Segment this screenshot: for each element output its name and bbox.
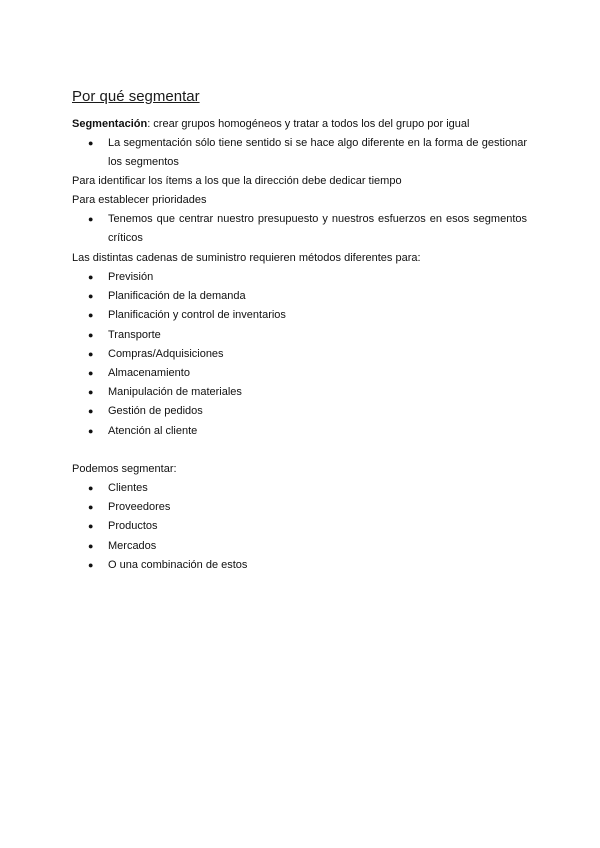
list-item-label: Gestión de pedidos bbox=[108, 405, 203, 418]
bullet-icon: ● bbox=[88, 368, 94, 378]
priority-bullet-text: Tenemos que centrar nuestro presupuesto y nuestros esfuerzos en esos segmentos críticos bbox=[108, 213, 527, 245]
list-item-label: O una combinación de estos bbox=[108, 558, 248, 571]
bullet-icon: ● bbox=[88, 329, 94, 340]
list-item-label: Planificación de la demanda bbox=[108, 290, 246, 303]
list-item-label: Compras/Adquisiciones bbox=[108, 347, 224, 360]
bullet-icon: ● bbox=[88, 521, 94, 532]
bullet-icon: ● bbox=[88, 387, 94, 398]
list-item-label: Planificación y control de inventarios bbox=[108, 309, 286, 322]
bullet-icon: ● bbox=[88, 310, 94, 321]
list-item-label: Mercados bbox=[108, 539, 157, 552]
list-item-label: Proveedores bbox=[108, 501, 171, 514]
list-item-label: Manipulación de materiales bbox=[108, 386, 242, 399]
bullet-icon: ● bbox=[88, 291, 94, 302]
bullet-icon: ● bbox=[88, 425, 94, 436]
bullet-icon: ● bbox=[88, 559, 94, 570]
list-item-label: Transporte bbox=[108, 328, 161, 341]
bullet-icon: ● bbox=[88, 483, 94, 493]
list-item-label: Almacenamiento bbox=[108, 367, 190, 379]
purpose-line-2: Para establecer prioridades bbox=[72, 194, 207, 206]
list-item-label: Clientes bbox=[108, 482, 148, 494]
definition-term: Segmentación bbox=[72, 118, 148, 130]
section-heading: Por qué segmentar bbox=[72, 88, 200, 105]
methods-intro: Las distintas cadenas de suministro requieren métodos diferentes para: bbox=[72, 252, 421, 264]
segment-intro: Podemos segmentar: bbox=[72, 463, 177, 475]
bullet-icon: ● bbox=[88, 138, 94, 148]
bullet-icon: ● bbox=[88, 540, 94, 551]
purpose-line-1: Para identificar los ítems a los que la dirección debe dedicar tiempo bbox=[72, 175, 402, 187]
bullet-icon: ● bbox=[88, 272, 94, 282]
list-item-label: Productos bbox=[108, 520, 158, 533]
bullet-icon: ● bbox=[88, 348, 94, 359]
list-item-label: Atención al cliente bbox=[108, 424, 198, 437]
bullet-icon: ● bbox=[88, 214, 94, 224]
list-item-label: Previsión bbox=[108, 271, 154, 283]
bullet-icon: ● bbox=[88, 502, 94, 513]
definition-line bbox=[72, 115, 469, 134]
bullet-icon: ● bbox=[88, 406, 94, 417]
definition-text: : crear grupos homogéneos y tratar a todos los del grupo por igual bbox=[147, 118, 470, 130]
definition-bullet-text: La segmentación sólo tiene sentido si se hace algo diferente en la forma de gestionar los segmentos bbox=[108, 137, 527, 169]
